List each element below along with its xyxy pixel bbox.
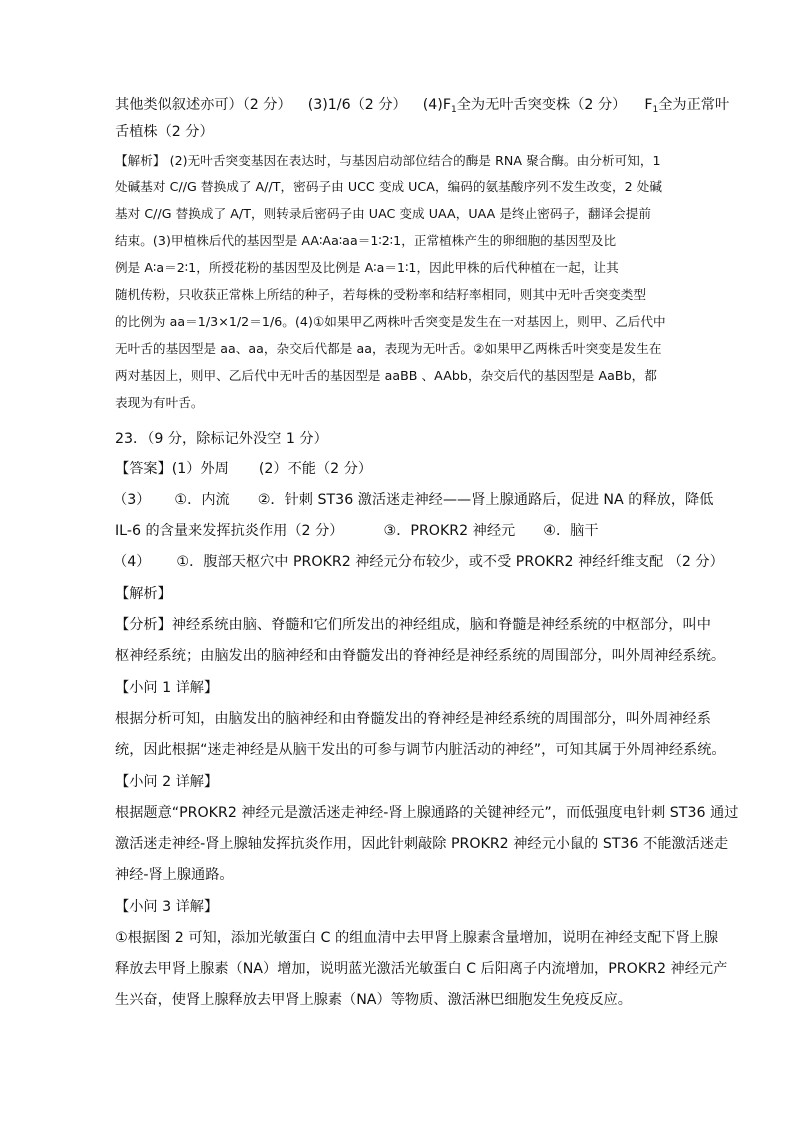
answer-line-4 <box>113 552 724 572</box>
prev-answer-line-2: 舌植株（2 分） <box>115 124 214 140</box>
prev-analysis-line: 的比例为 aa＝1/3×1/2＝1/6。(4)①如果甲乙两株叶舌突变是发生在一对基因上，则甲、乙后代中 <box>115 314 666 329</box>
answer-part-4-label: （4） <box>113 554 151 570</box>
prev-analysis-line: 结束。(3)甲植株后代的基因型是 AA∶Aa∶aa＝1∶2∶1，正常植株产生的卵细胞的基因型及比 <box>115 233 617 248</box>
answer-part-3-item-4: ④．脑干 <box>543 523 599 539</box>
prev-analysis-line: 随机传粉，只收获正常株上所结的种子，若每株的受粉率和结籽率相同，则其中无叶舌突变类型 <box>115 287 647 302</box>
subquestion-2-text: 神经-肾上腺通路。 <box>115 867 234 883</box>
prev-analysis-line: 表现为有叶舌。 <box>115 395 204 410</box>
subquestion-2-text: 激活迷走神经-肾上腺轴发挥抗炎作用，因此针刺敲除 PROKR2 神经元小鼠的 ST36 不能激活迷走 <box>115 836 729 852</box>
analysis-line: 【分析】神经系统由脑、脊髓和它们所发出的神经组成，脑和脊髓是神经系统的中枢部分，叫中 <box>115 617 711 633</box>
answer-part-3-item-1: ①．内流 <box>174 492 230 508</box>
answer-part-3-item-2-cont: IL-6 的含量来发挥抗炎作用（2 分） <box>115 523 344 539</box>
prev-analysis-line: 两对基因上，则甲、乙后代中无叶舌的基因型是 aaBB 、AAbb，杂交后代的基因型是 AaBb，都 <box>115 368 657 383</box>
answer-line-1 <box>115 459 715 479</box>
prev-answer-part-c: $(4)F_1$全为无叶舌突变株（2 分） <box>422 97 627 115</box>
subquestion-3-title: 【小问 3 详解】 <box>115 899 219 915</box>
subquestion-1-text: 根据分析可知，由脑发出的脑神经和由脊髓发出的脊神经是神经系统的周围部分，叫外周神经系 <box>115 711 711 727</box>
prev-analysis-line: 【解析】 (2)无叶舌突变基因在表达时，与基因启动部位结合的酶是 RNA 聚合酶。由分析可知，1 <box>115 153 661 168</box>
subquestion-2-title: 【小问 2 详解】 <box>115 774 219 790</box>
subquestion-2-text: 根据题意“PROKR2 神经元是激活迷走神经-肾上腺通路的关键神经元”，而低强度电针刺 ST36 通过 <box>115 805 739 821</box>
prev-answer-line-1 <box>115 95 730 120</box>
prev-analysis-line: 例是 A∶a＝2∶1，所授花粉的基因型及比例是 A∶a＝1∶1，因此甲株的后代种植在一起，让其 <box>115 260 619 275</box>
answer-part-3-item-2: ②．针刺 ST36 激活迷走神经——肾上腺通路后，促进 NA 的释放，降低 <box>257 492 714 508</box>
subquestion-3-text: 释放去甲肾上腺素（NA）增加，说明蓝光激活光敏蛋白 C 后阳离子内流增加，PROKR2 神经元产 <box>115 961 728 977</box>
subquestion-1-title: 【小问 1 详解】 <box>115 680 219 696</box>
prev-answer-part-b: (3)1/6（2 分） <box>307 97 407 113</box>
prev-analysis-line: 无叶舌的基因型是 aa、aa，杂交后代都是 aa，表现为无叶舌。②如果甲乙两株舌叶突变是发生在 <box>115 341 662 356</box>
jiexi-heading: 【解析】 <box>115 586 172 602</box>
prev-answer-part-d: $F_1$全为正常叶 <box>644 97 730 115</box>
question-23-header: 23．（9 分，除标记外没空 1 分） <box>115 431 328 447</box>
answer-part-3-label: （3） <box>113 492 151 508</box>
answer-label: 【答案】(1）外周 <box>115 461 229 477</box>
subquestion-3-text: ①根据图 2 可知，添加光敏蛋白 C 的组血清中去甲肾上腺素含量增加，说明在神经支配下肾上腺 <box>115 930 719 946</box>
answer-part-2: (2）不能（2 分） <box>258 461 373 477</box>
answer-line-3 <box>115 521 715 541</box>
answer-part-4-item-1: ①．腹部天枢穴中 PROKR2 神经元分布较少，或不受 PROKR2 神经纤维支配 （2 分） <box>176 554 724 570</box>
prev-analysis-line: 处碱基对 C//G 替换成了 A//T，密码子由 UCC 变成 UCA，编码的氨基酸序列不发生改变，2 处碱 <box>115 179 662 194</box>
analysis-line: 枢神经系统；由脑发出的脑神经和由脊髓发出的脊神经是神经系统的周围部分，叫外周神经系统。 <box>115 648 726 664</box>
answer-part-3-item-3: ③．PROKR2 神经元 <box>383 523 516 539</box>
subquestion-1-text: 统，因此根据“迷走神经是从脑干发出的可参与调节内脏活动的神经”，可知其属于外周神经系统。 <box>115 742 726 758</box>
prev-answer-part-a: 其他类似叙述亦可）（2 分） <box>115 97 292 113</box>
answer-line-2 <box>113 490 713 510</box>
prev-analysis-line: 基对 C//G 替换成了 A/T，则转录后密码子由 UAC 变成 UAA，UAA 是终止密码子，翻译会提前 <box>115 206 652 221</box>
subquestion-3-text: 生兴奋，使肾上腺释放去甲肾上腺素（NA）等物质、激活淋巴细胞发生免疫反应。 <box>115 992 632 1008</box>
